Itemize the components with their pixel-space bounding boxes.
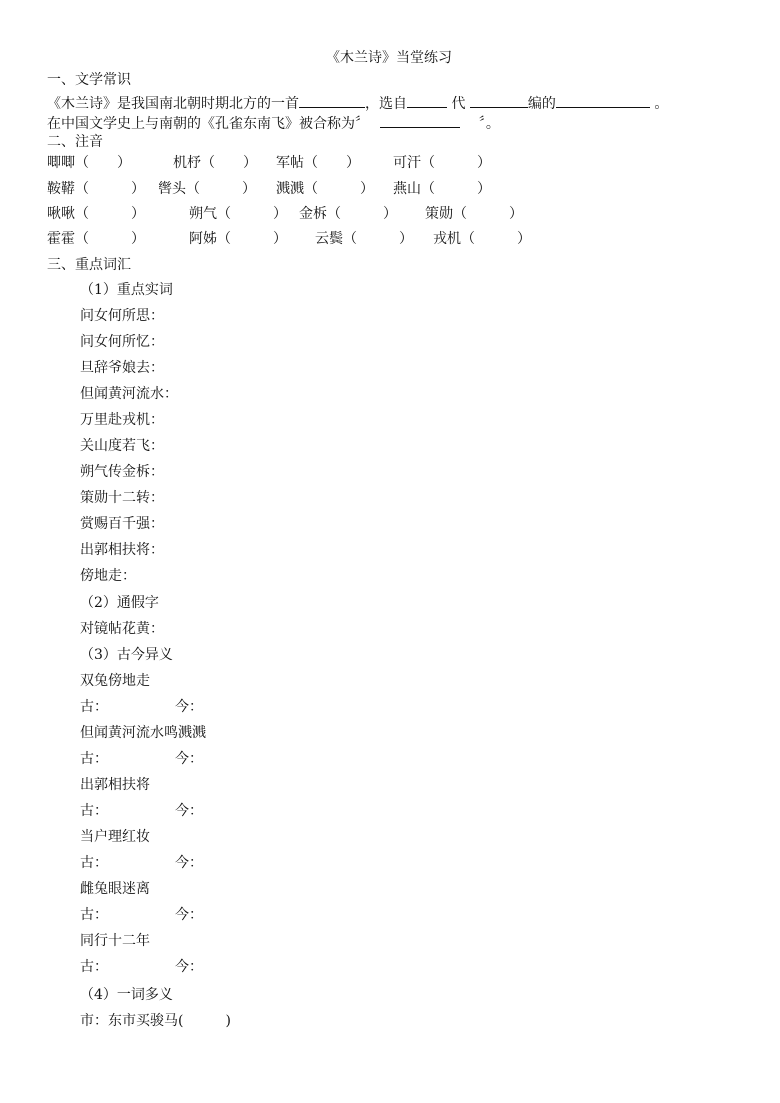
pinyin-item: 啾啾（ ） — [47, 206, 145, 222]
literature-question-2 — [47, 113, 500, 133]
vocab-item: 策勋十二转： — [80, 490, 164, 506]
subheading-loan-characters: （2）通假字 — [80, 595, 159, 611]
jin-label: 今： — [175, 855, 203, 871]
pinyin-item: 阿姊（ ） — [189, 231, 287, 247]
subheading-polysemy: （4）一词多义 — [80, 987, 173, 1003]
phrase-item: 当户理红妆 — [80, 829, 150, 845]
jin-label: 今： — [175, 907, 203, 923]
section-heading-pinyin: 二、注音 — [47, 134, 103, 150]
jin-label: 今： — [175, 751, 203, 767]
section-heading-literature: 一、文学常识 — [47, 72, 131, 88]
gu-label: 古： — [80, 751, 108, 767]
pinyin-item: 戎机（ ） — [433, 231, 531, 247]
polysemy-item: 市：东市买骏马( ) — [80, 1013, 231, 1029]
pinyin-item: 机杼（ ） — [173, 155, 257, 171]
vocab-item: 对镜帖花黄： — [80, 621, 164, 637]
pinyin-item: 金柝（ ） — [299, 206, 397, 222]
gu-label: 古： — [80, 699, 108, 715]
phrase-item: 出郭相扶将 — [80, 777, 150, 793]
subheading-key-words: （1）重点实词 — [80, 282, 173, 298]
gu-label: 古： — [80, 855, 108, 871]
section-heading-vocabulary: 三、重点词汇 — [47, 257, 131, 273]
answer-blank[interactable] — [556, 93, 650, 108]
question-text: ，选自 — [365, 96, 407, 112]
pinyin-item: 唧唧（ ） — [47, 155, 131, 171]
vocab-item: 关山度若飞： — [80, 438, 164, 454]
vocab-item: 出郭相扶将： — [80, 542, 164, 558]
pinyin-item: 霍霍（ ） — [47, 231, 145, 247]
jin-label: 今： — [175, 699, 203, 715]
literature-question-1 — [47, 93, 668, 113]
jin-label: 今： — [175, 803, 203, 819]
question-text: 。 — [654, 96, 669, 112]
vocab-item: 傍地走： — [80, 568, 136, 584]
pinyin-item: 鞍鞯（ ） — [47, 181, 145, 197]
jin-label: 今： — [175, 959, 203, 975]
page-title: 《木兰诗》当堂练习 — [326, 50, 452, 66]
question-text: 《木兰诗》是我国南北朝时期北方的一首 — [47, 96, 299, 112]
answer-blank[interactable] — [407, 93, 447, 108]
gu-label: 古： — [80, 959, 108, 975]
question-text: 〞。 — [478, 116, 500, 132]
pinyin-item: 可汗（ ） — [393, 155, 491, 171]
pinyin-item: 朔气（ ） — [189, 206, 287, 222]
answer-blank[interactable] — [470, 93, 528, 108]
answer-blank[interactable] — [299, 93, 365, 108]
vocab-item: 但闻黄河流水： — [80, 386, 178, 402]
vocab-item: 旦辞爷娘去： — [80, 360, 164, 376]
answer-blank[interactable] — [380, 113, 460, 128]
vocab-item: 万里赴戎机： — [80, 412, 164, 428]
vocab-item: 朔气传金柝： — [80, 464, 164, 480]
phrase-item: 但闻黄河流水鸣溅溅 — [80, 725, 206, 741]
vocab-item: 赏赐百千强： — [80, 516, 164, 532]
vocab-item: 问女何所忆： — [80, 334, 164, 350]
subheading-ancient-modern: （3）古今异义 — [80, 647, 173, 663]
pinyin-item: 策勋（ ） — [425, 206, 523, 222]
pinyin-item: 燕山（ ） — [393, 181, 491, 197]
vocab-item: 问女何所思： — [80, 308, 164, 324]
pinyin-item: 辔头（ ） — [158, 181, 256, 197]
pinyin-item: 云鬓（ ） — [315, 231, 413, 247]
gu-label: 古： — [80, 907, 108, 923]
pinyin-item: 军帖（ ） — [276, 155, 360, 171]
phrase-item: 双兔傍地走 — [80, 673, 150, 689]
question-text: 在中国文学史上与南朝的《孔雀东南飞》被合称为〞 — [47, 116, 362, 132]
phrase-item: 同行十二年 — [80, 933, 150, 949]
question-text: 代 — [451, 96, 466, 112]
gu-label: 古： — [80, 803, 108, 819]
pinyin-item: 溅溅（ ） — [276, 181, 374, 197]
phrase-item: 雌兔眼迷离 — [80, 881, 150, 897]
question-text: 编的 — [527, 96, 556, 112]
